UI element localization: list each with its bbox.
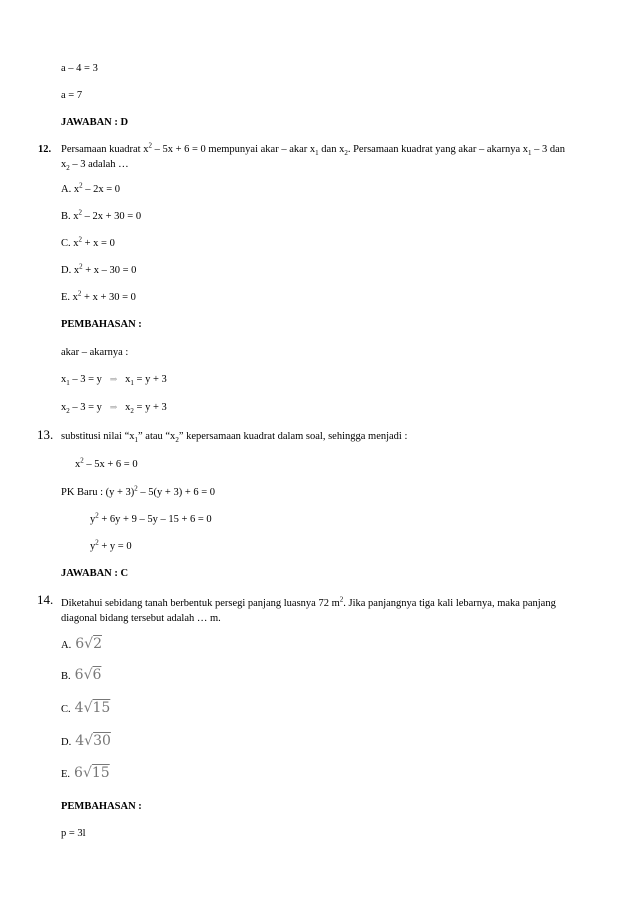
option-a: A. $x^2 - 2x = 0$ xyxy=(61,181,121,195)
equation-line: p = 3l xyxy=(61,828,86,839)
pembahasan-heading: PEMBAHASAN : xyxy=(61,801,142,812)
equation-line: a = 7 xyxy=(61,90,83,101)
option-d: D. $x^2 + x - 30 = 0$ xyxy=(61,262,137,276)
option-c: C. 4√15 xyxy=(61,700,111,716)
akar-line: akar – akarnya : xyxy=(61,347,129,358)
substitution-line: $x_2 - 3 = y$ ⇒ $x_2 = y + 3$ xyxy=(61,402,167,416)
arrow-icon: ⇒ xyxy=(109,402,118,412)
option-e: E. 6√15 xyxy=(61,765,110,781)
sqrt-icon: √ xyxy=(83,667,93,683)
sqrt-icon: √ xyxy=(82,765,92,781)
option-b: B. 6√6 xyxy=(61,667,102,683)
question-text: substitusi nilai “$x_1$” atau “$x_2$” kepersamaan kuadrat dalam soal, sehingga menjadi : xyxy=(61,431,408,445)
equation-line: $y^2 + 6y + 9 - 5y - 15 + 6 = 0$ xyxy=(90,511,212,525)
equation-line: $x^2 - 5x + 6 = 0$ xyxy=(75,456,138,470)
option-c: C. $x^2 + x = 0$ xyxy=(61,235,115,249)
question-number: 13. xyxy=(37,427,54,442)
option-d: D. 4√30 xyxy=(61,733,111,749)
arrow-icon: ⇒ xyxy=(109,374,118,384)
sqrt-icon: √ xyxy=(84,636,94,652)
question-text: Persamaan kuadrat $x^2 - 5x + 6 = 0$ mempunyai akar – akar $x_1$ dan $x_2$. Persamaan kuadrat yang akar – akarnya $x_1 - 3$ dan $x_2 - 3$ adalah … xyxy=(61,141,566,173)
substitution-line: $x_1 - 3 = y$ ⇒ $x_1 = y + 3$ xyxy=(61,374,167,388)
pembahasan-heading: PEMBAHASAN : xyxy=(61,319,142,330)
equation-line: a – 4 = 3 xyxy=(61,63,98,74)
option-a: A. 6√2 xyxy=(61,636,102,652)
answer-label: JAWABAN : C xyxy=(61,568,129,579)
option-e: E. $x^2 + x + 30 = 0$ xyxy=(61,289,136,303)
answer-label: JAWABAN : D xyxy=(61,117,129,128)
question-number: 14. xyxy=(37,592,54,607)
sqrt-icon: √ xyxy=(84,733,94,749)
option-b: B. $x^2 - 2x + 30 = 0$ xyxy=(61,208,142,222)
equation-line: $y^2 + y = 0$ xyxy=(90,538,132,552)
sqrt-icon: √ xyxy=(83,700,93,716)
question-number: 12. xyxy=(38,144,52,155)
question-text: Diketahui sebidang tanah berbentuk persegi panjang luasnya 72 $m^2$. Jika panjangnya tiga kali lebarnya, maka panjang diagonal bidang tersebut adalah … m. xyxy=(61,595,556,624)
pk-baru-line: PK Baru : $(y + 3)^2 - 5(y + 3) + 6 = 0$ xyxy=(61,484,216,498)
